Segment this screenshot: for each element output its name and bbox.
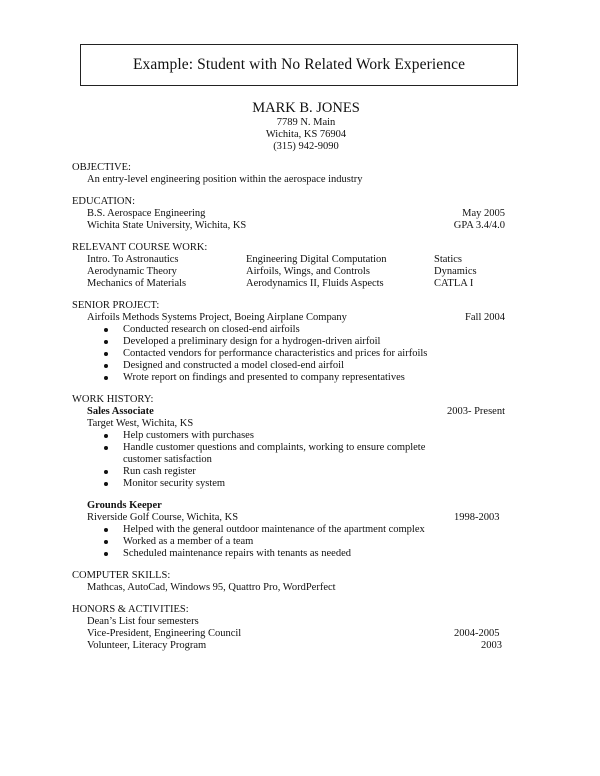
course-item: Intro. To Astronautics — [87, 254, 179, 265]
work-history-heading: WORK HISTORY: — [72, 394, 154, 405]
bullet-text: Designed and constructed a model closed-end airfoil — [123, 360, 345, 371]
bullet-icon — [104, 352, 108, 356]
computer-skills-text: Mathcas, AutoCad, Windows 95, Quattro Pro, WordPerfect — [87, 582, 336, 593]
job1-title-row — [72, 406, 532, 418]
list-item — [72, 548, 532, 560]
course-item: Dynamics — [434, 266, 477, 277]
bullet-icon — [104, 340, 108, 344]
coursework-column-1 — [87, 254, 186, 290]
education-gpa: GPA 3.4/4.0 — [453, 220, 505, 231]
list-item — [72, 336, 532, 348]
senior-project-bullets — [72, 324, 532, 384]
bullet-text: Conducted research on closed-end airfoils — [123, 324, 300, 335]
bullet-text: Wrote report on findings and presented to company representatives — [123, 372, 405, 383]
course-item: CATLA I — [434, 278, 474, 289]
job2-employer: Riverside Golf Course, Wichita, KS — [87, 512, 239, 523]
list-item — [72, 442, 532, 466]
coursework-heading: RELEVANT COURSE WORK: — [72, 242, 208, 253]
honors-text: Dean’s List four semesters — [87, 616, 199, 627]
job1-employer: Target West, Wichita, KS — [87, 418, 194, 429]
bullet-text: Helped with the general outdoor maintenance of the apartment complex — [123, 524, 425, 535]
list-item — [72, 536, 532, 548]
document-title: Example: Student with No Related Work Experience — [80, 44, 518, 86]
course-item: Aerodynamics II, Fluids Aspects — [246, 278, 384, 289]
course-item: Mechanics of Materials — [87, 278, 187, 289]
list-item — [72, 466, 532, 478]
objective-text: An entry-level engineering position within the aerospace industry — [87, 174, 363, 185]
honors-text: Vice-President, Engineering Council — [87, 628, 242, 639]
bullet-icon — [104, 376, 108, 380]
honors-row — [72, 640, 532, 652]
city-line: Wichita, KS 76904 — [265, 129, 347, 140]
bullet-text: Monitor security system — [123, 478, 226, 489]
education-degree: B.S. Aerospace Engineering — [87, 208, 206, 219]
senior-project-section — [72, 300, 532, 384]
objective-section — [72, 162, 532, 186]
job2-date: 1998-2003 — [454, 512, 500, 523]
spacer — [72, 490, 532, 500]
work-history-section — [72, 394, 532, 560]
address-line: 7789 N. Main — [276, 117, 336, 128]
list-item — [72, 430, 532, 442]
bullet-text: Run cash register — [123, 466, 196, 477]
senior-project-date: Fall 2004 — [465, 312, 505, 323]
bullet-icon — [104, 528, 108, 532]
list-item — [72, 478, 532, 490]
course-item: Airfoils, Wings, and Controls — [246, 266, 370, 277]
applicant-name: MARK B. JONES — [252, 100, 360, 116]
course-item: Aerodynamic Theory — [87, 266, 177, 277]
coursework-column-2 — [246, 254, 387, 290]
senior-project-title: Airfoils Methods Systems Project, Boeing Airplane Company — [87, 312, 347, 323]
list-item — [72, 524, 532, 536]
computer-skills-heading: COMPUTER SKILLS: — [72, 570, 171, 581]
education-degree-row — [72, 208, 532, 220]
senior-project-title-row — [72, 312, 532, 324]
job2-employer-row — [72, 512, 532, 524]
coursework-column-3 — [434, 254, 477, 290]
bullet-icon — [104, 482, 108, 486]
resume-header — [0, 100, 600, 153]
job2-title-row — [72, 500, 532, 512]
job2-bullets — [72, 524, 532, 560]
bullet-icon — [104, 434, 108, 438]
honors-date: 2003 — [481, 640, 502, 651]
job1-bullets — [72, 430, 532, 490]
bullet-icon — [104, 552, 108, 556]
job2-title: Grounds Keeper — [87, 500, 162, 511]
honors-heading: HONORS & ACTIVITIES: — [72, 604, 189, 615]
bullet-text: Worked as a member of a team — [123, 536, 254, 547]
course-item: Engineering Digital Computation — [246, 254, 387, 265]
job1-title: Sales Associate — [87, 406, 154, 417]
bullet-icon — [104, 364, 108, 368]
list-item — [72, 372, 532, 384]
list-item — [72, 348, 532, 360]
bullet-text: Help customers with purchases — [123, 430, 254, 441]
honors-section — [72, 604, 532, 652]
resume-body — [72, 162, 532, 652]
honors-row — [72, 616, 532, 628]
list-item — [72, 324, 532, 336]
objective-heading: OBJECTIVE: — [72, 162, 131, 173]
education-school: Wichita State University, Wichita, KS — [87, 220, 247, 231]
bullet-icon — [104, 540, 108, 544]
bullet-text: Developed a preliminary design for a hydrogen-driven airfoil — [123, 336, 381, 347]
honors-date: 2004-2005 — [454, 628, 500, 639]
coursework-grid — [72, 254, 532, 290]
course-item: Statics — [434, 254, 462, 265]
list-item — [72, 360, 532, 372]
education-date: May 2005 — [462, 208, 505, 219]
bullet-icon — [104, 328, 108, 332]
honors-text: Volunteer, Literacy Program — [87, 640, 207, 651]
education-heading: EDUCATION: — [72, 196, 135, 207]
coursework-section — [72, 242, 532, 290]
education-school-row — [72, 220, 532, 232]
job1-date: 2003- Present — [446, 406, 505, 417]
bullet-text: Scheduled maintenance repairs with tenants as needed — [123, 548, 351, 559]
bullet-text: Contacted vendors for performance characteristics and prices for airfoils — [123, 348, 428, 359]
senior-project-heading: SENIOR PROJECT: — [72, 300, 160, 311]
education-section — [72, 196, 532, 232]
bullet-icon — [104, 446, 108, 450]
bullet-icon — [104, 470, 108, 474]
phone-line: (315) 942-9090 — [273, 141, 339, 152]
computer-skills-section — [72, 570, 532, 594]
bullet-text: Handle customer questions and complaints, working to ensure complete customer satisfaction — [123, 442, 426, 465]
honors-row — [72, 628, 532, 640]
